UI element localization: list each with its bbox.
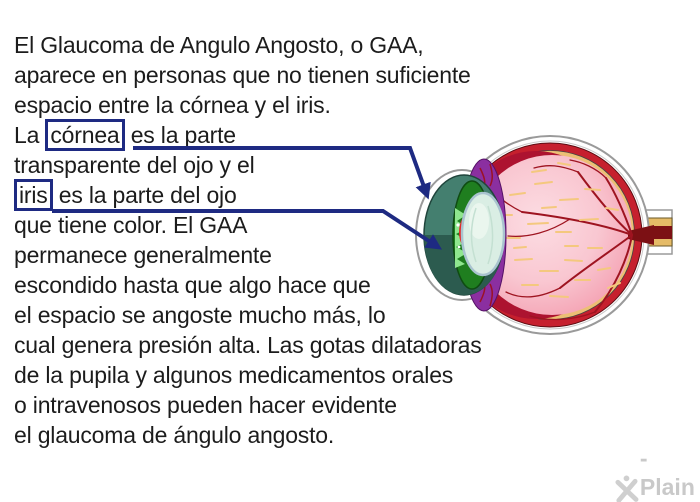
line-4-pre: La xyxy=(14,122,46,148)
watermark-text: -Plain xyxy=(639,445,695,500)
paragraph-line-7: que tiene color. El GAA xyxy=(14,212,248,238)
paragraph-line-14: el glaucoma de ángulo angosto. xyxy=(14,422,335,448)
paragraph-line-10: el espacio se angoste mucho más, lo xyxy=(14,302,386,328)
cornea-callout-box: córnea xyxy=(45,119,124,151)
paragraph-line-13: o intravenosos pueden hacer evidente xyxy=(14,392,397,418)
body-text xyxy=(14,30,482,450)
paragraph-line-2: aparece en personas que no tienen suficiente xyxy=(14,62,471,88)
paragraph-line-9: escondido hasta que algo hace que xyxy=(14,272,371,298)
paragraph-line-11: cual genera presión alta. Las gotas dilatadoras xyxy=(14,332,482,358)
line-6-post: es la parte del ojo xyxy=(52,182,237,208)
paragraph-line-8: permanece generalmente xyxy=(14,242,272,268)
paragraph-line-3: espacio entre la córnea y el iris. xyxy=(14,92,331,118)
paragraph-line-4 xyxy=(14,120,482,150)
iris-callout-box: iris xyxy=(14,179,53,211)
paragraph-line-12: de la pupila y algunos medicamentos orales xyxy=(14,362,454,388)
line-4-post: es la parte xyxy=(124,122,236,148)
paragraph-line-1: El Glaucoma de Angulo Angosto, o GAA, xyxy=(14,32,424,58)
paragraph-line-5: transparente del ojo y el xyxy=(14,152,255,178)
xplain-logo-x-icon xyxy=(614,473,640,502)
paragraph-line-6 xyxy=(14,180,482,210)
xplain-watermark xyxy=(614,444,700,502)
